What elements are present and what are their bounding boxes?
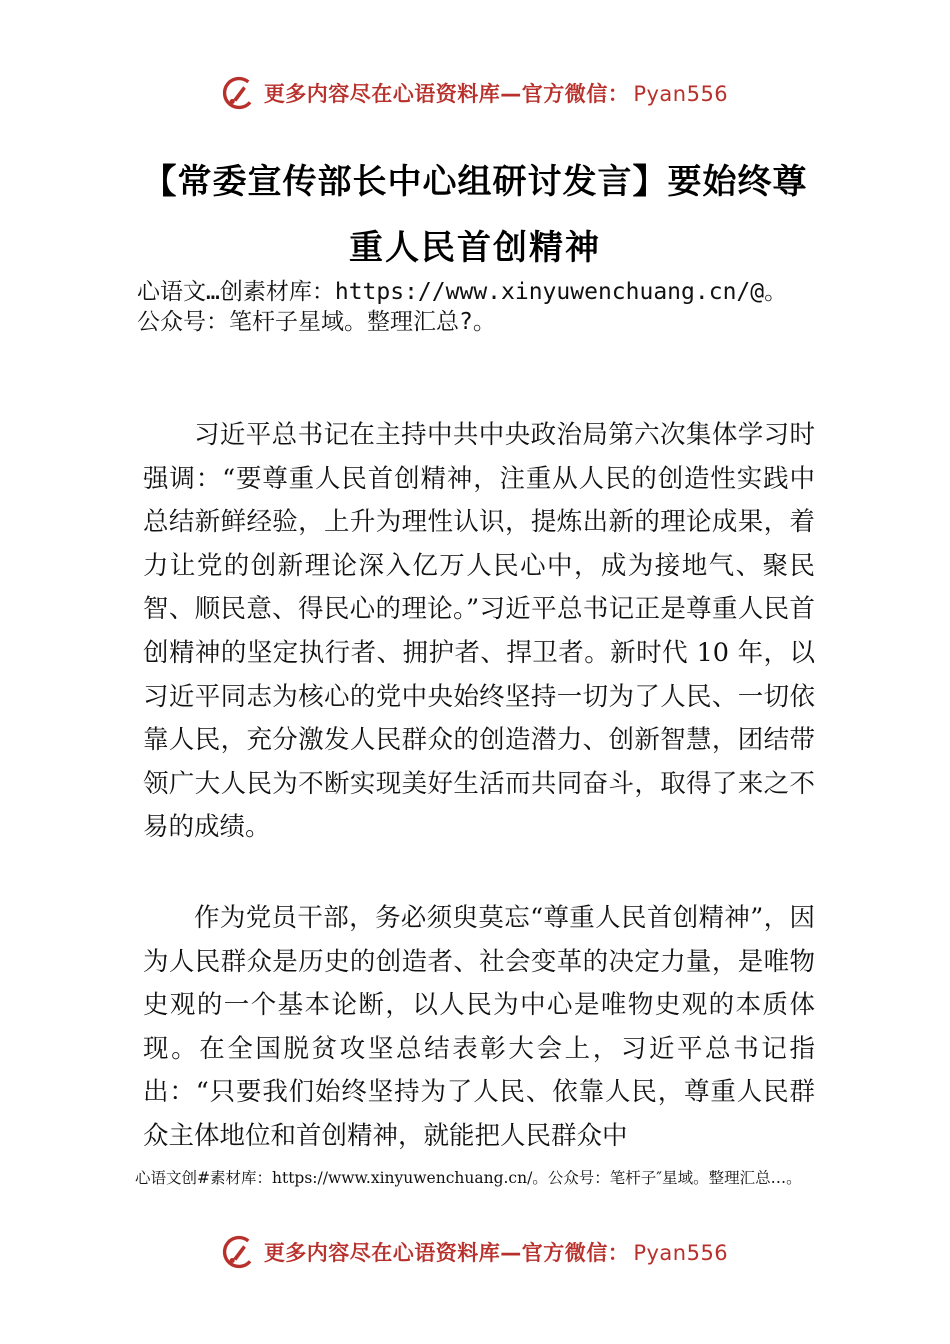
top-banner xyxy=(0,73,950,113)
doc-title-line2: 重人民首创精神 xyxy=(349,228,601,268)
brush-seal-icon xyxy=(222,1235,256,1269)
body-paragraph: 作为党员干部，务必须臾莫忘“尊重人民首创精神”，因为人民群众是历史的创造者、社会变革的决定力量，是唯物史观的一个基本论断，以人民为中心是唯物史观的本质体现。在全国脱贫攻坚总结表彰大会上，习近平总书记指出：“只要我们始终坚持为了人民、依靠人民，尊重人民群众主体地位和首创精神，就能把人民群众中 xyxy=(143,903,815,1151)
banner-text: 更多内容尽在心语资料库—官方微信： Pyan556 xyxy=(263,82,729,106)
source-line: 公众号：笔杆子星域。整理汇总?。 xyxy=(137,309,496,335)
body-paragraph: 习近平总书记在主持中共中央政治局第六次集体学习时强调：“要尊重人民首创精神，注重从人民的创造性实践中总结新鲜经验，上升为理性认识，提炼出新的理论成果，着力让党的创新理论深入亿万人民心中，成为接地气、聚民智、顺民意、得民心的理论。”习近平总书记正是尊重人民首创精神的坚定执行者、拥护者、捍卫者。新时代 10 年，以习近平同志为核心的党中央始终坚持一切为了人民、一切依靠人民，充分激发人民群众的创造潜力、创新智慧，团结带领广大人民为不断实现美好生活而共同奋斗，取得了来之不易的成绩。 xyxy=(143,420,815,843)
source-line: 心语文…创素材库：https://www.xinyuwenchuang.cn/@。 xyxy=(137,279,788,305)
bottom-banner xyxy=(0,1232,950,1272)
doc-title-line1: 【常委宣传部长中心组研讨发言】要始终尊 xyxy=(142,162,808,202)
brush-seal-icon xyxy=(222,76,256,110)
banner-text: 更多内容尽在心语资料库—官方微信： Pyan556 xyxy=(263,1241,729,1265)
footer-source: 心语文创#素材库：https://www.xinyuwenchuang.cn/。公众号：笔杆子″星域。整理汇总…。 xyxy=(135,1169,802,1187)
